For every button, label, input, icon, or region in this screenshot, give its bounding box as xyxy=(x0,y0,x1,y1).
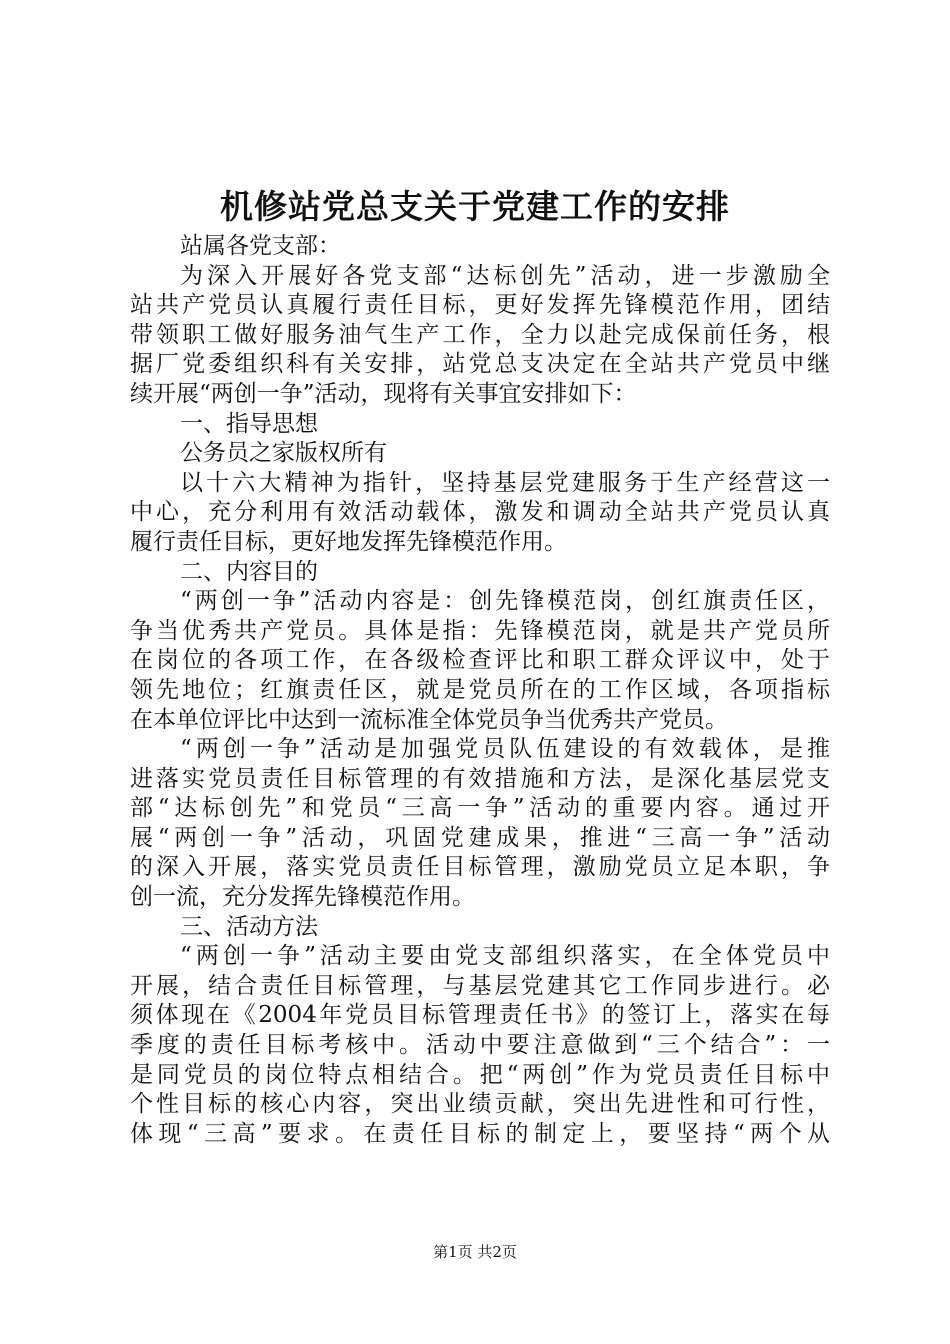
body-line: 续开展“两创一争”活动，现将有关事宜安排如下： xyxy=(130,380,637,407)
body-line: 领先地位；红旗责任区，就是党员所在的工作区域，各项指标 xyxy=(130,676,830,703)
body-line: 站共产党员认真履行责任目标，更好发挥先锋模范作用，团结 xyxy=(130,292,830,319)
body-line: 开展，结合责任目标管理，与基层党建其它工作同步进行。必 xyxy=(130,972,830,999)
body-line: 一、指导思想 xyxy=(180,410,318,437)
body-line: 公务员之家版权所有 xyxy=(180,440,387,467)
body-line: 部“达标创先”和党员“三高一争”活动的重要内容。通过开 xyxy=(130,795,830,822)
document-title: 机修站党总支关于党建工作的安排 xyxy=(220,187,730,226)
body-line: 以十六大精神为指针，坚持基层党建服务于生产经营这一 xyxy=(180,469,830,496)
body-line: 履行责任目标，更好地发挥先锋模范作用。 xyxy=(130,528,567,555)
body-line: 须体现在《2004年党员目标管理责任书》的签订上，落实在每 xyxy=(130,1002,830,1029)
body-line: 争当优秀共产党员。具体是指：先锋模范岗，就是共产党员所 xyxy=(130,617,830,644)
body-line: 在本单位评比中达到一流标准全体党员争当优秀共产党员。 xyxy=(130,706,728,733)
body-line: 三、活动方法 xyxy=(180,913,318,940)
body-line: “两创一争”活动主要由党支部组织落实，在全体党员中 xyxy=(180,943,830,970)
body-line: 的深入开展，落实党员责任目标管理，激励党员立足本职，争 xyxy=(130,854,830,881)
body-line: 据厂党委组织科有关安排，站党总支决定在全站共产党员中继 xyxy=(130,351,830,378)
body-line: 二、内容目的 xyxy=(180,558,318,585)
body-line: 中心，充分利用有效活动载体，激发和调动全站共产党员认真 xyxy=(130,499,830,526)
body-line: 季度的责任目标考核中。活动中要注意做到“三个结合”：一 xyxy=(130,1032,830,1059)
body-line: 站属各党支部： xyxy=(180,233,341,259)
body-line: 为深入开展好各党支部“达标创先”活动，进一步激励全 xyxy=(180,262,830,289)
body-line: 创一流，充分发挥先锋模范作用。 xyxy=(130,884,475,911)
body-line: “两创一争”活动内容是：创先锋模范岗，创红旗责任区， xyxy=(180,588,830,615)
body-line: 是同党员的岗位特点相结合。把“两创”作为党员责任目标中 xyxy=(130,1061,830,1088)
document-body xyxy=(130,232,830,1149)
body-line: “两创一争”活动是加强党员队伍建设的有效载体，是推 xyxy=(180,736,830,763)
body-line: 在岗位的各项工作，在各级检查评比和职工群众评议中，处于 xyxy=(130,647,830,674)
body-line: 带领职工做好服务油气生产工作，全力以赴完成保前任务，根 xyxy=(130,321,830,348)
body-line: 个性目标的核心内容，突出业绩贡献，突出先进性和可行性， xyxy=(130,1091,830,1118)
body-line: 进落实党员责任目标管理的有效措施和方法，是深化基层党支 xyxy=(130,765,830,792)
body-line: 体现“三高”要求。在责任目标的制定上，要坚持“两个从 xyxy=(130,1120,830,1147)
page-footer: 第1页 共2页 xyxy=(433,1243,517,1261)
body-line: 展“两创一争”活动，巩固党建成果，推进“三高一争”活动 xyxy=(130,824,830,851)
